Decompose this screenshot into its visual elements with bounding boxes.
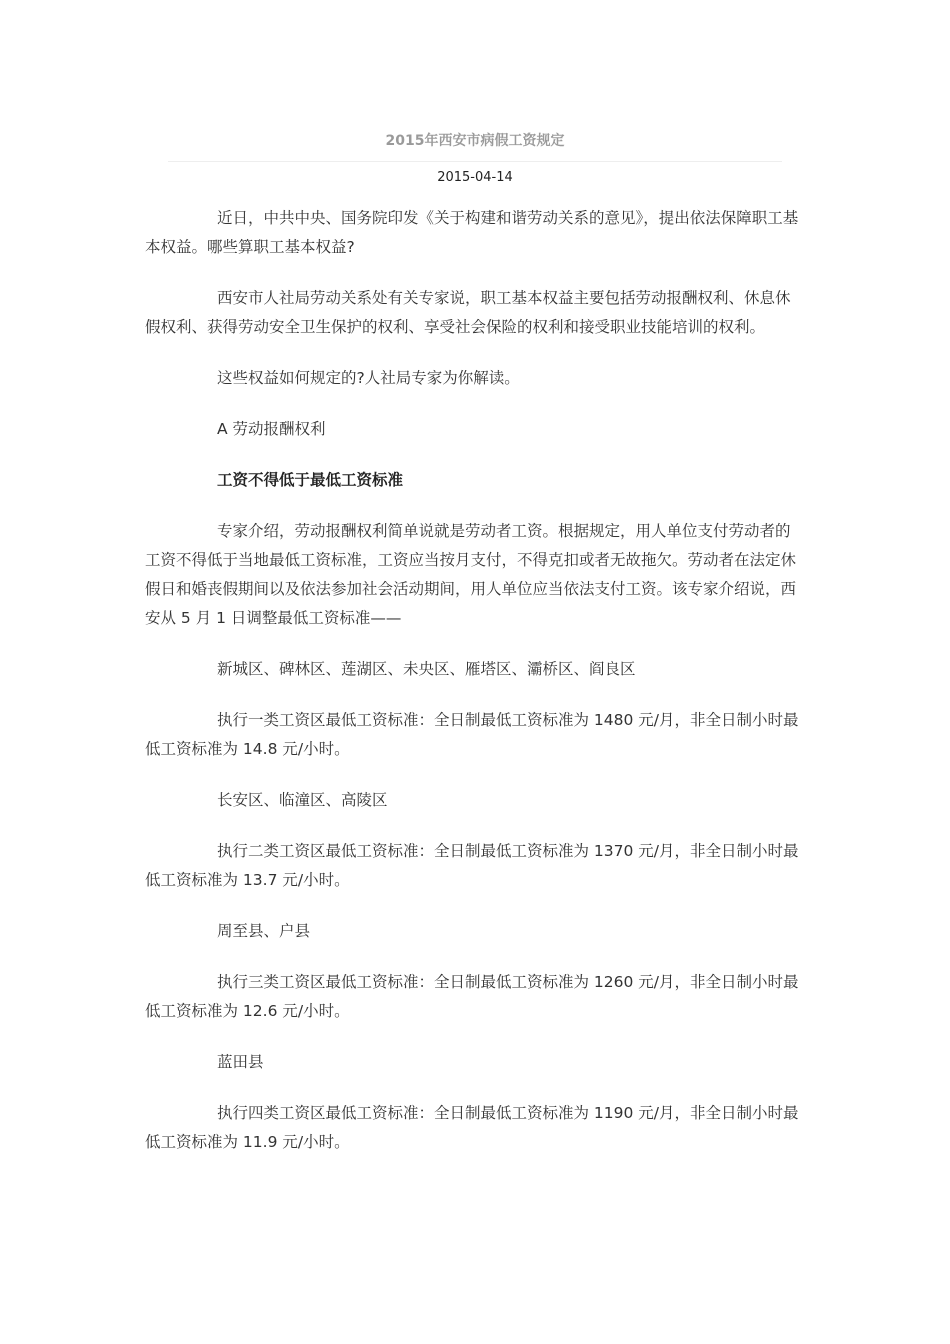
section-heading: A 劳动报酬权利 (217, 420, 326, 438)
paragraph: 西安市人社局劳动关系处有关专家说，职工基本权益主要包括劳动报酬权利、休息休假权利、获得劳动安全卫生保护的权利、享受社会保险的权利和接受职业技能培训的权利。 (145, 289, 791, 336)
wage-standard: 执行四类工资区最低工资标准：全日制最低工资标准为 1190 元/月，非全日制小时最低工资标准为 11.9 元/小时。 (145, 1104, 799, 1151)
paragraph: 专家介绍，劳动报酬权利简单说就是劳动者工资。根据规定，用人单位支付劳动者的工资不得低于当地最低工资标准，工资应当按月支付，不得克扣或者无故拖欠。劳动者在法定休假日和婚丧假期间以及依法参加社会活动期间，用人单位应当依法支付工资。该专家介绍说，西安从 5 月 1 日调整最低工资标准—— (145, 522, 797, 627)
district-list: 新城区、碑林区、莲湖区、未央区、雁塔区、灞桥区、阎良区 (217, 660, 636, 678)
subsection-heading: 工资不得低于最低工资标准 (217, 471, 404, 489)
wage-standard: 执行一类工资区最低工资标准：全日制最低工资标准为 1480 元/月，非全日制小时最低工资标准为 14.8 元/小时。 (145, 711, 799, 758)
page-title: 2015年西安市病假工资规定 (385, 133, 565, 149)
paragraph: 近日，中共中央、国务院印发《关于构建和谐劳动关系的意见》，提出依法保障职工基本权益。哪些算职工基本权益? (145, 209, 799, 256)
paragraph: 这些权益如何规定的?人社局专家为你解读。 (217, 369, 520, 387)
wage-standard: 执行二类工资区最低工资标准：全日制最低工资标准为 1370 元/月，非全日制小时最低工资标准为 13.7 元/小时。 (145, 842, 799, 889)
article-body (145, 204, 805, 1179)
wage-standard: 执行三类工资区最低工资标准：全日制最低工资标准为 1260 元/月，非全日制小时最低工资标准为 12.6 元/小时。 (145, 973, 799, 1020)
district-list: 周至县、户县 (217, 922, 311, 940)
publish-date: 2015-04-14 (437, 170, 513, 185)
title-divider (168, 161, 782, 162)
district-list: 蓝田县 (217, 1053, 264, 1071)
district-list: 长安区、临潼区、高陵区 (217, 791, 388, 809)
